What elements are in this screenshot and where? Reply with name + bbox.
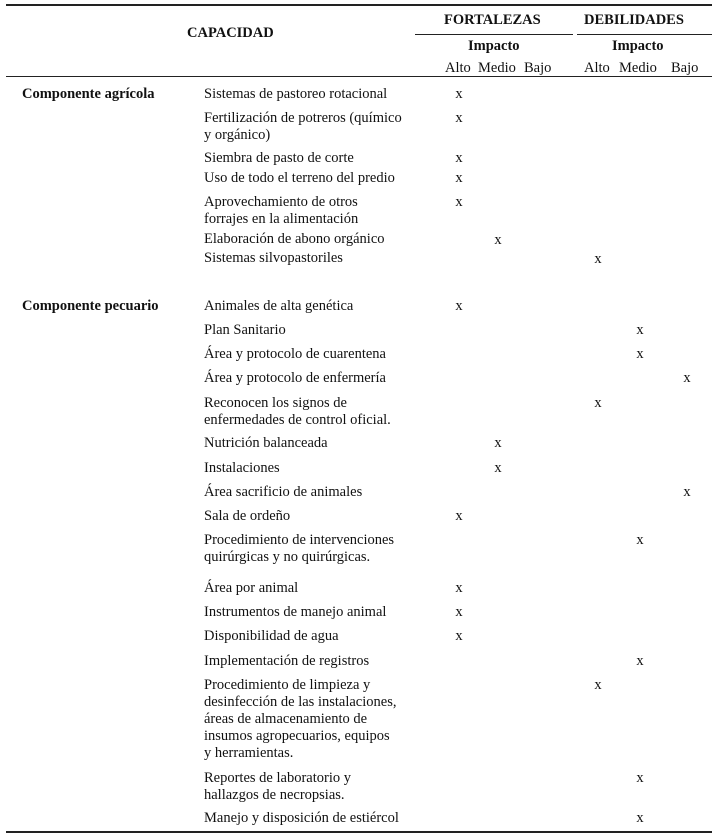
row-label: Área sacrificio de animales — [204, 484, 363, 500]
group-label-pecuario: Componente pecuario — [22, 298, 159, 314]
row-label: Nutrición balanceada — [204, 435, 328, 451]
impact-mark: x — [455, 170, 463, 186]
row-label: Implementación de registros — [204, 653, 370, 669]
header-debilidad-bajo: Bajo — [671, 60, 699, 76]
row-label: Instalaciones — [204, 460, 280, 476]
row-label: Manejo y disposición de estiércol — [204, 810, 399, 826]
impact-mark: x — [455, 110, 463, 126]
fortalezas-underline — [415, 34, 573, 35]
header-fortaleza-alto: Alto — [445, 60, 471, 76]
impact-mark: x — [455, 628, 463, 644]
bottom-rule — [6, 831, 712, 833]
row-label: Procedimiento de intervenciones quirúrgicas y no quirúrgicas. — [204, 532, 395, 565]
row-label: Siembra de pasto de corte — [204, 150, 354, 166]
impact-mark: x — [683, 484, 691, 500]
debilidades-underline — [577, 34, 712, 35]
header-fortaleza-bajo: Bajo — [524, 60, 552, 76]
row-label: Reportes de laboratorio y hallazgos de necropsias. — [204, 770, 351, 803]
impact-mark: x — [455, 194, 463, 210]
impact-mark: x — [636, 346, 644, 362]
impact-mark: x — [455, 86, 463, 102]
row-label: Sistemas de pastoreo rotacional — [204, 86, 388, 102]
row-label: Fertilización de potreros (químico y orgánico) — [204, 110, 402, 143]
row-label: Sistemas silvopastoriles — [204, 250, 343, 266]
impact-mark: x — [594, 395, 602, 411]
impact-mark: x — [494, 232, 502, 248]
row-label: Reconocen los signos de enfermedades de control oficial. — [204, 395, 391, 428]
row-label: Aprovechamiento de otros forrajes en la alimentación — [204, 194, 359, 227]
impact-mark: x — [494, 435, 502, 451]
header-debilidad-medio: Medio — [619, 60, 657, 76]
impact-mark: x — [636, 532, 644, 548]
header-debilidades: DEBILIDADES — [584, 12, 684, 28]
impact-mark: x — [636, 810, 644, 826]
impact-mark: x — [455, 508, 463, 524]
header-debilidad-alto: Alto — [584, 60, 610, 76]
impact-mark: x — [494, 460, 502, 476]
impact-mark: x — [455, 604, 463, 620]
row-label: Instrumentos de manejo animal — [204, 604, 387, 620]
impact-mark: x — [455, 150, 463, 166]
row-label: Sala de ordeño — [204, 508, 291, 524]
row-label: Procedimiento de limpieza y desinfección de las instalaciones, áreas de almacenamiento de insumos agropecuarios, equipos y herramientas. — [204, 677, 397, 761]
header-impacto-fortalezas: Impacto — [468, 38, 520, 54]
impact-mark: x — [455, 580, 463, 596]
header-fortaleza-medio: Medio — [478, 60, 516, 76]
impact-mark: x — [683, 370, 691, 386]
impact-mark: x — [636, 653, 644, 669]
row-label: Área por animal — [204, 580, 299, 596]
row-label: Plan Sanitario — [204, 322, 286, 338]
impact-mark: x — [636, 770, 644, 786]
row-label: Elaboración de abono orgánico — [204, 231, 385, 247]
impact-mark: x — [455, 298, 463, 314]
header-capacidad: CAPACIDAD — [187, 25, 274, 41]
impact-mark: x — [594, 251, 602, 267]
row-label: Uso de todo el terreno del predio — [204, 170, 395, 186]
row-label: Animales de alta genética — [204, 298, 354, 314]
row-label: Área y protocolo de enfermería — [204, 370, 386, 386]
row-label: Disponibilidad de agua — [204, 628, 339, 644]
header-impacto-debilidades: Impacto — [612, 38, 664, 54]
impact-mark: x — [594, 677, 602, 693]
top-rule — [6, 4, 712, 6]
row-label: Área y protocolo de cuarentena — [204, 346, 386, 362]
impact-mark: x — [636, 322, 644, 338]
group-label-agricola: Componente agrícola — [22, 86, 155, 102]
header-fortalezas: FORTALEZAS — [444, 12, 541, 28]
